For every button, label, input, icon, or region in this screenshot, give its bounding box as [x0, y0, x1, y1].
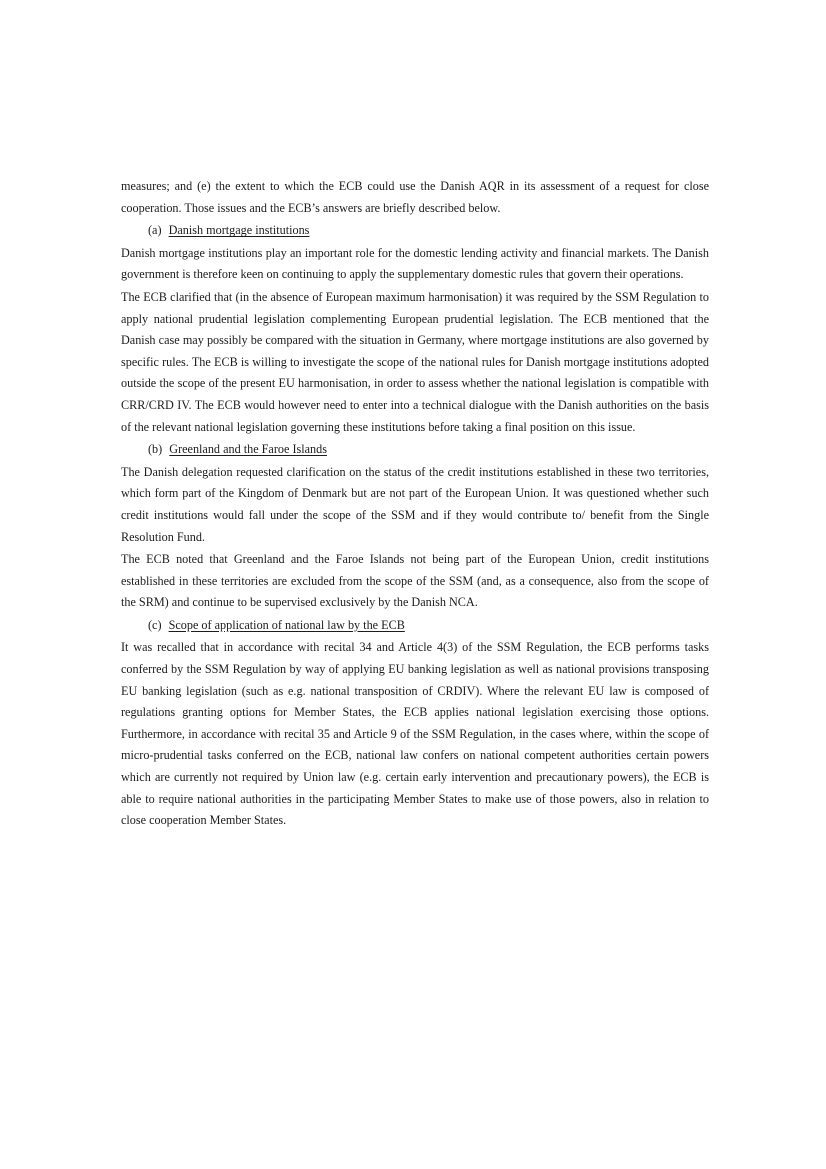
- section-title: Greenland and the Faroe Islands: [169, 442, 327, 457]
- section-heading: [148, 615, 709, 637]
- document-page: [121, 176, 709, 833]
- section-danish-mortgage: [121, 220, 709, 438]
- intro-paragraph: measures; and (e) the extent to which the ECB could use the Danish AQR in its assessment of a request for close cooperation. Those issues and the ECB’s answers are briefly described below.: [121, 179, 709, 215]
- section-national-law: [121, 615, 709, 832]
- paragraph: The Danish delegation requested clarification on the status of the credit institutions established in these two territories, which form part of the Kingdom of Denmark but are not part of the European Union. It was questioned whether such credit institutions would fall under the scope of the SSM and if they would contribute to/ benefit from the Single Resolution Fund.: [121, 464, 709, 544]
- section-label: (a): [148, 223, 162, 238]
- section-heading: [148, 439, 709, 461]
- section-heading: [148, 220, 709, 242]
- section-label: (c): [148, 617, 162, 632]
- section-title: Scope of application of national law by the ECB: [168, 617, 405, 632]
- section-label: (b): [148, 442, 163, 457]
- paragraph: It was recalled that in accordance with recital 34 and Article 4(3) of the SSM Regulation, the ECB performs tasks conferred by the SSM Regulation by way of applying EU banking legislation as well as national provisions transposing EU banking legislation (such as e.g. national transposition of CRDIV). Where the relevant EU law is composed of regulations granting options for Member States, the ECB applies national legislation exercising those options. Furthermore, in accordance with recital 35 and Article 9 of the SSM Regulation, in the cases where, within the scope of micro-prudential tasks conferred on the ECB, national law confers on national competent authorities certain powers which are currently not required by Union law (e.g. certain early intervention and precautionary powers), the ECB is able to require national authorities in the participating Member States to make use of those powers, also in relation to close cooperation Member States.: [121, 640, 709, 828]
- section-greenland-faroe: [121, 439, 709, 614]
- paragraph: Danish mortgage institutions play an important role for the domestic lending activity and financial markets. The Danish government is therefore keen on continuing to apply the supplementary domestic rules that govern their operations.: [121, 245, 709, 282]
- paragraph: The ECB noted that Greenland and the Faroe Islands not being part of the European Union, credit institutions established in these territories are excluded from the scope of the SSM (and, as a consequence, also from the scope of the SRM) and continue to be supervised exclusively by the Danish NCA.: [121, 552, 709, 610]
- paragraph: The ECB clarified that (in the absence of European maximum harmonisation) it was required by the SSM Regulation to apply national prudential legislation complementing European prudential legislation. The ECB mentioned that the Danish case may possibly be compared with the situation in Germany, where mortgage institutions are also governed by specific rules. The ECB is willing to investigate the scope of the national rules for Danish mortgage institutions adopted outside the scope of the present EU harmonisation, in order to assess whether the national legislation is compatible with CRR/CRD IV. The ECB would however need to enter into a technical dialogue with the Danish authorities on the basis of the relevant national legislation governing these institutions before taking a final position on this issue.: [121, 289, 709, 434]
- section-title: Danish mortgage institutions: [168, 223, 310, 238]
